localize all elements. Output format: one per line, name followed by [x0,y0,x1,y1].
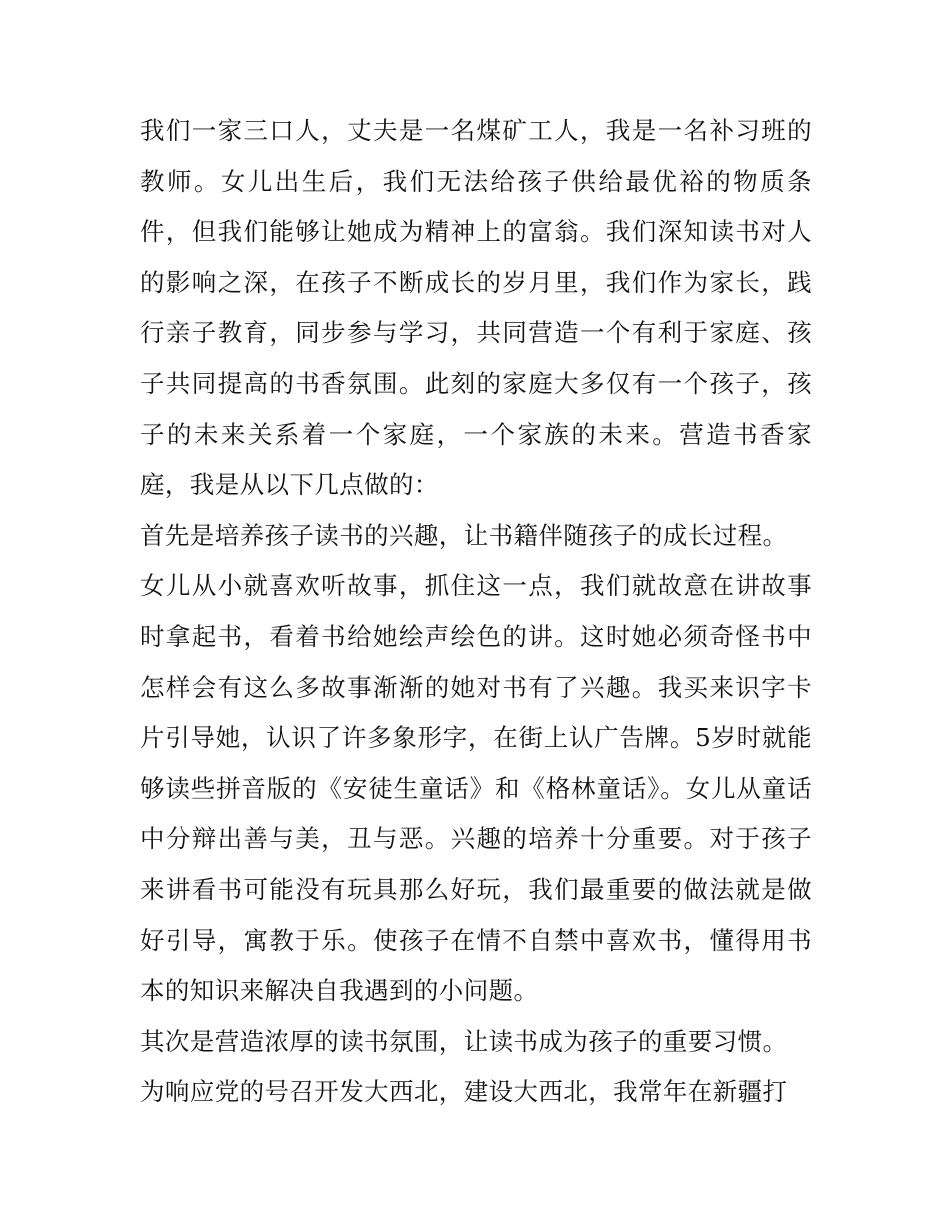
paragraph-body-1: 女儿从小就喜欢听故事，抓住这一点，我们就故意在讲故事时拿起书，看着书给她绘声绘色的讲。这时她必须奇怪书中怎样会有这么多故事渐渐的她对书有了兴趣。我买来识字卡片引导她，认识了许多象形字，在街上认广告牌。5岁时就能够读些拼音版的《安徒生童话》和《格林童话》。女儿从童话中分辩出善与美，丑与恶。兴趣的培养十分重要。对于孩子来讲看书可能没有玩具那么好玩，我们最重要的做法就是做好引导，寓教于乐。使孩子在情不自禁中喜欢书，懂得用书本的知识来解决自我遇到的小问题。 [140,571,812,1006]
paragraph-intro: 我们一家三口人，丈夫是一名煤矿工人，我是一名补习班的教师。女儿出生后，我们无法给孩子供给最优裕的物质条件，但我们能够让她成为精神上的富翁。我们深知读书对人的影响之深，在孩子不断成长的岁月里，我们作为家长，践行亲子教育，同步参与学习，共同营造一个有利于家庭、孩子共同提高的书香氛围。此刻的家庭大多仅有一个孩子，孩子的未来关系着一个家庭，一个家族的未来。营造书香家庭，我是从以下几点做的： [140,116,812,500]
document-body [140,106,812,1118]
paragraph-body-2: 为响应党的号召开发大西北，建设大西北，我常年在新疆打 [140,1077,788,1107]
paragraph-heading-2: 其次是营造浓厚的读书氛围，让读书成为孩子的重要习惯。 [140,1026,788,1056]
paragraph-heading-1: 首先是培养孩子读书的兴趣，让书籍伴随孩子的成长过程。 [140,520,788,550]
